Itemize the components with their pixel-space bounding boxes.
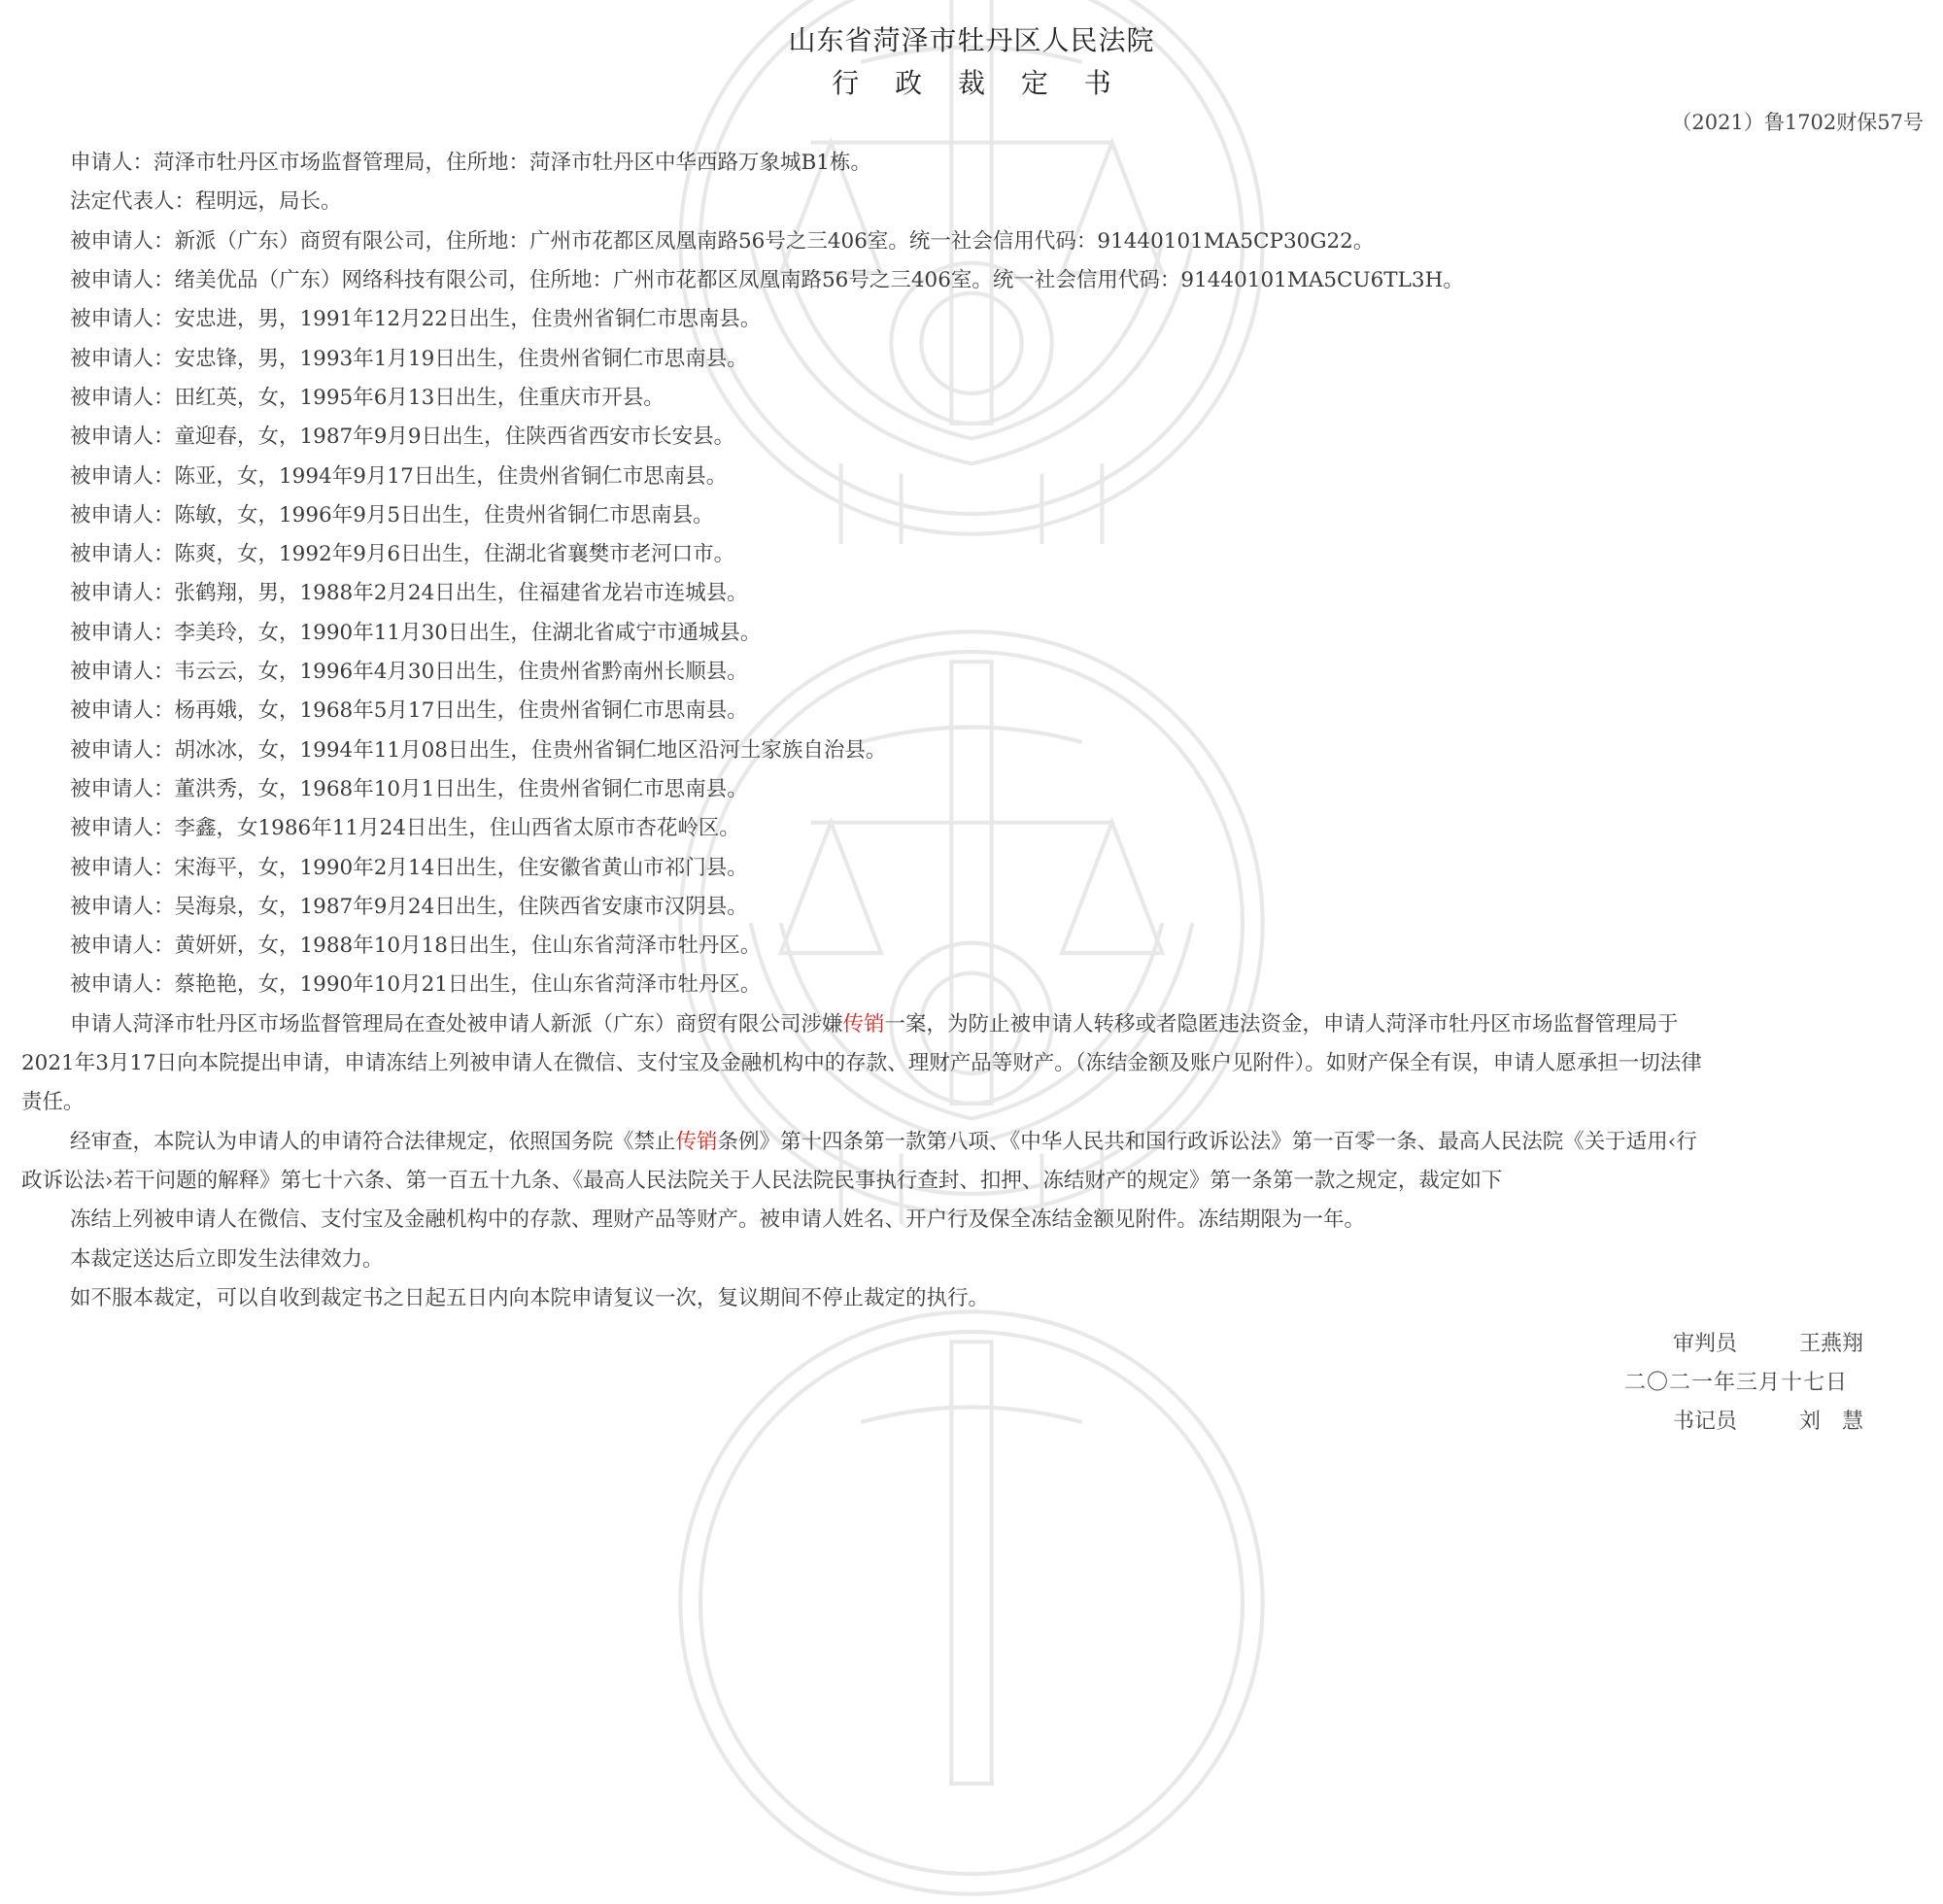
paragraph-text: 一案，为防止被申请人转移或者隐匿违法资金，申请人菏泽市牡丹区市场监督管理局于 <box>884 1012 1679 1037</box>
paragraph-text: 条例》第十四条第一款第八项、《中华人民共和国行政诉讼法》第一百零一条、最高人民法院《关于适用‹行 <box>717 1130 1697 1154</box>
party-line: 被申请人：陈亚，女，1994年9月17日出生，住贵州省铜仁市思南县。 <box>70 464 728 489</box>
highlighted-term: 传销 <box>675 1130 718 1154</box>
party-line: 被申请人：陈爽，女，1992年9月6日出生，住湖北省襄樊市老河口市。 <box>70 542 735 566</box>
paragraph-line: 政诉讼法›若干问题的解释》第七十六条、第一百五十九条、《最高人民法院关于人民法院民事执行查封、扣押、冻结财产的规定》第一条第一款之规定，裁定如下 <box>21 1169 1503 1193</box>
party-line: 被申请人：杨再娥，女，1968年5月17日出生，住贵州省铜仁市思南县。 <box>70 698 748 723</box>
document-type: 行 政 裁 定 书 <box>832 67 1125 99</box>
party-line: 法定代表人：程明远，局长。 <box>70 189 342 214</box>
party-line: 被申请人：李鑫，女1986年11月24日出生，住山西省太原市杏花岭区。 <box>70 816 740 840</box>
party-line: 被申请人：蔡艳艳，女，1990年10月21日出生，住山东省菏泽市牡丹区。 <box>70 972 762 997</box>
clerk-title: 书记员 <box>1673 1410 1738 1434</box>
ruling-date: 二〇二一年三月十七日 <box>1624 1371 1849 1395</box>
paragraph-line: 2021年3月17日向本院提出申请，申请冻结上列被申请人在微信、支付宝及金融机构中的存款、理财产品等财产。（冻结金额及账户见附件）。如财产保全有误，申请人愿承担一切法律 <box>21 1051 1702 1075</box>
party-line: 被申请人：安忠进，男，1991年12月22日出生，住贵州省铜仁市思南县。 <box>70 307 762 331</box>
party-line: 被申请人：胡冰冰，女，1994年11月08日出生，住贵州省铜仁地区沿河土家族自治县。 <box>70 738 887 763</box>
paragraph-text: 经审查，本院认为申请人的申请符合法律规定，依照国务院《禁止 <box>70 1130 676 1154</box>
party-line: 被申请人：黄妍妍，女，1988年10月18日出生，住山东省菏泽市牡丹区。 <box>70 934 762 958</box>
party-line: 被申请人：董洪秀，女，1968年10月1日出生，住贵州省铜仁市思南县。 <box>70 777 748 801</box>
judge-name: 王燕翔 <box>1799 1332 1864 1356</box>
ruling-line: 如不服本裁定，可以自收到裁定书之日起五日内向本院申请复议一次，复议期间不停止裁定的执行。 <box>70 1286 990 1310</box>
ruling-line: 本裁定送达后立即发生法律效力。 <box>70 1247 384 1272</box>
party-line: 被申请人：李美玲，女，1990年11月30日出生，住湖北省咸宁市通城县。 <box>70 621 762 645</box>
party-line: 申请人：菏泽市牡丹区市场监督管理局，住所地：菏泽市牡丹区中华西路万象城B1栋。 <box>70 151 871 175</box>
ruling-line: 冻结上列被申请人在微信、支付宝及金融机构中的存款、理财产品等财产。被申请人姓名、开户行及保全冻结金额见附件。冻结期限为一年。 <box>70 1207 1366 1232</box>
court-emblem-icon <box>670 1302 1273 1904</box>
highlighted-term: 传销 <box>842 1012 885 1037</box>
clerk-name: 刘 慧 <box>1799 1410 1864 1434</box>
court-name: 山东省菏泽市牡丹区人民法院 <box>788 24 1155 56</box>
case-number: （2021）鲁1702财保57号 <box>1671 111 1924 134</box>
party-line: 被申请人：童迎春，女，1987年9月9日出生，住陕西省西安市长安县。 <box>70 425 735 449</box>
party-line: 被申请人：安忠锋，男，1993年1月19日出生，住贵州省铜仁市思南县。 <box>70 347 748 371</box>
party-line: 被申请人：田红英，女，1995年6月13日出生，住重庆市开县。 <box>70 386 665 410</box>
party-line: 被申请人：陈敏，女，1996年9月5日出生，住贵州省铜仁市思南县。 <box>70 503 714 527</box>
paragraph-line <box>70 1007 1679 1037</box>
paragraph-text: 申请人菏泽市牡丹区市场监督管理局在查处被申请人新派（广东）商贸有限公司涉嫌 <box>70 1012 843 1037</box>
party-line: 被申请人：宋海平，女，1990年2月14日出生，住安徽省黄山市祁门县。 <box>70 856 748 880</box>
party-line: 被申请人：韦云云，女，1996年4月30日出生，住贵州省黔南州长顺县。 <box>70 660 748 684</box>
party-line: 被申请人：新派（广东）商贸有限公司，住所地：广州市花都区凤凰南路56号之三406室。统一社会信用代码：91440101MA5CP30G22。 <box>70 229 1375 254</box>
paragraph-line <box>70 1125 1697 1155</box>
party-line: 被申请人：张鹤翔，男，1988年2月24日出生，住福建省龙岩市连城县。 <box>70 581 748 605</box>
party-line: 被申请人：绪美优品（广东）网络科技有限公司，住所地：广州市花都区凤凰南路56号之三406室。统一社会信用代码：91440101MA5CU6TL3H。 <box>70 268 1464 292</box>
paragraph-line: 责任。 <box>21 1090 85 1114</box>
judge-title: 审判员 <box>1673 1332 1738 1356</box>
party-line: 被申请人：吴海泉，女，1987年9月24日出生，住陕西省安康市汉阴县。 <box>70 895 748 919</box>
